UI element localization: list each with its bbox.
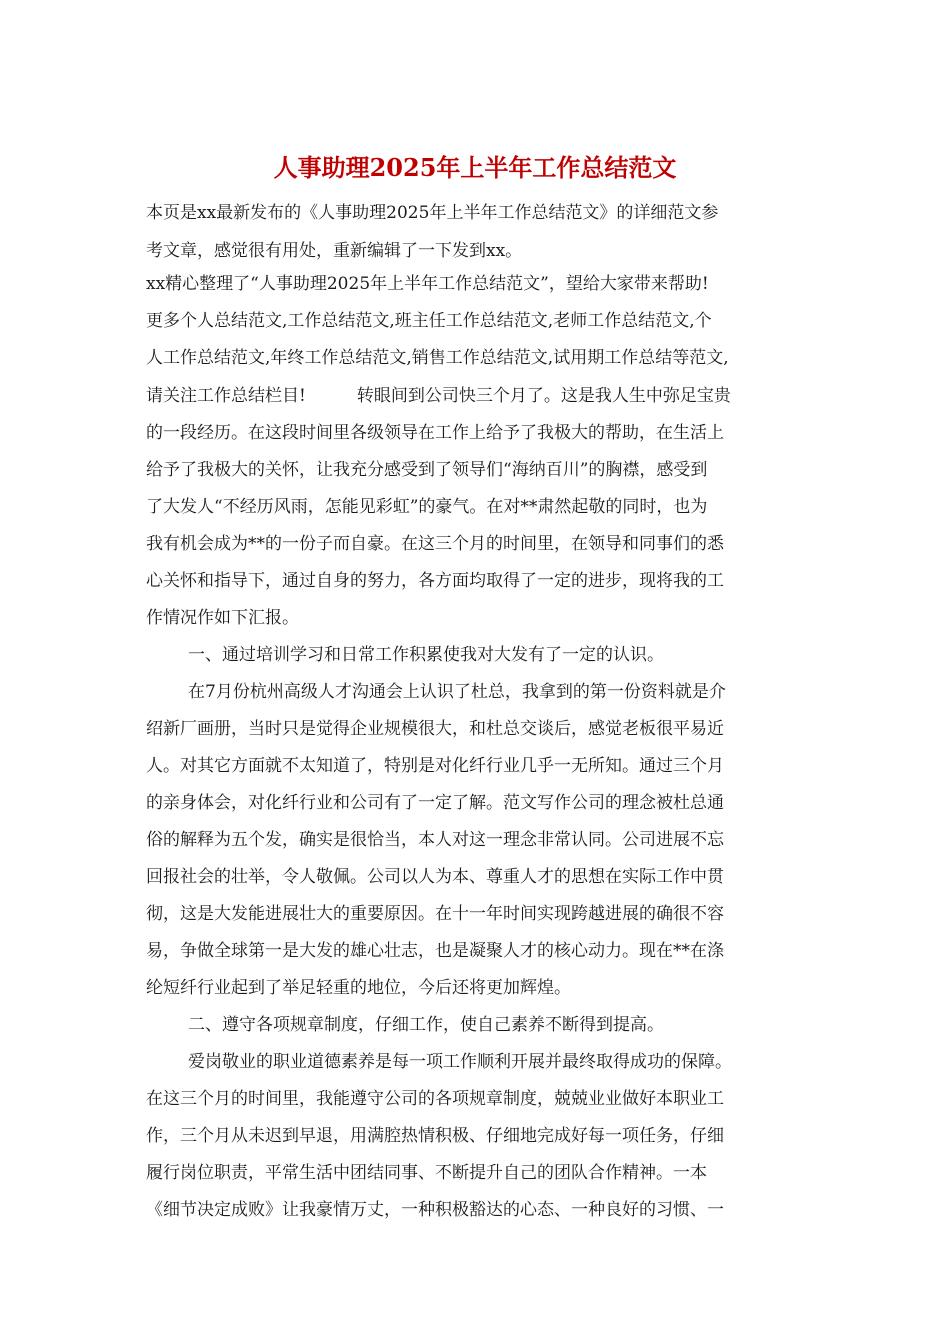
body-line: 纶短纤行业起到了举足轻重的地位，今后还将更加辉煌。 [146, 978, 571, 998]
body-line: 的一段经历。在这段时间里各级领导在工作上给予了我极大的帮助，在生活上 [146, 423, 724, 443]
body-line: 《细节决定成败》让我豪情万丈，一种积极豁达的心态、一种良好的习惯、一 [146, 1200, 724, 1220]
section-heading-2: 二、遵守各项规章制度，仔细工作，使自己素养不断得到提高。 [188, 1015, 664, 1035]
body-line: 彻，这是大发能进展壮大的重要原因。在十一年时间实现跨越进展的确很不容 [146, 904, 724, 924]
body-line: 给予了我极大的关怀，让我充分感受到了领导们“海纳百川”的胸襟，感受到 [146, 460, 708, 480]
body-line: xx精心整理了“人事助理2025年上半年工作总结范文”，望给大家带来帮助! [146, 274, 709, 294]
body-line: 作，三个月从未迟到早退，用满腔热情积极、仔细地完成好每一项任务，仔细 [146, 1126, 724, 1146]
body-line: 在7月份杭州高级人才沟通会上认识了杜总，我拿到的第一份资料就是介 [188, 682, 726, 702]
body-line: 了大发人“不经历风雨，怎能见彩虹”的豪气。在对**肃然起敬的同时，也为 [146, 497, 708, 517]
body-line: 在这三个月的时间里，我能遵守公司的各项规章制度，兢兢业业做好本职业工 [146, 1089, 724, 1109]
body-line: 更多个人总结范文,工作总结范文,班主任工作总结范文,老师工作总结范文,个 [146, 311, 712, 331]
body-line: 回报社会的壮举，令人敬佩。公司以人为本、尊重人才的思想在实际工作中贯 [146, 867, 724, 887]
body-line: 人。对其它方面就不太知道了，特别是对化纤行业几乎一无所知。通过三个月 [146, 756, 724, 776]
section-heading-1: 一、通过培训学习和日常工作积累使我对大发有了一定的认识。 [188, 645, 664, 665]
body-line: 易，争做全球第一是大发的雄心壮志，也是凝聚人才的核心动力。现在**在涤 [146, 941, 724, 961]
body-line: 俗的解释为五个发，确实是很恰当，本人对这一理念非常认同。公司进展不忘 [146, 830, 724, 850]
body-line: 请关注工作总结栏目! 转眼间到公司快三个月了。这是我人生中弥足宝贵 [146, 386, 731, 406]
body-line: 绍新厂画册，当时只是觉得企业规模很大，和杜总交谈后，感觉老板很平易近 [146, 719, 724, 739]
document-title: 人事助理2025年上半年工作总结范文 [273, 153, 677, 182]
body-line: 心关怀和指导下，通过自身的努力，各方面均取得了一定的进步，现将我的工 [146, 571, 724, 591]
body-line: 作情况作如下汇报。 [146, 608, 299, 628]
body-line: 爱岗敬业的职业道德素养是每一项工作顺利开展并最终取得成功的保障。 [188, 1052, 732, 1072]
body-line: 本页是xx最新发布的《人事助理2025年上半年工作总结范文》的详细范文参 [146, 203, 719, 223]
body-line: 人工作总结范文,年终工作总结范文,销售工作总结范文,试用期工作总结等范文, [146, 348, 729, 368]
body-line: 我有机会成为**的一份子而自豪。在这三个月的时间里，在领导和同事们的悉 [146, 534, 724, 554]
body-line: 履行岗位职责，平常生活中团结同事、不断提升自己的团队合作精神。一本 [146, 1163, 707, 1183]
body-line: 考文章，感觉很有用处，重新编辑了一下发到xx。 [146, 241, 523, 261]
body-line: 的亲身体会，对化纤行业和公司有了一定了解。范文写作公司的理念被杜总通 [146, 793, 724, 813]
